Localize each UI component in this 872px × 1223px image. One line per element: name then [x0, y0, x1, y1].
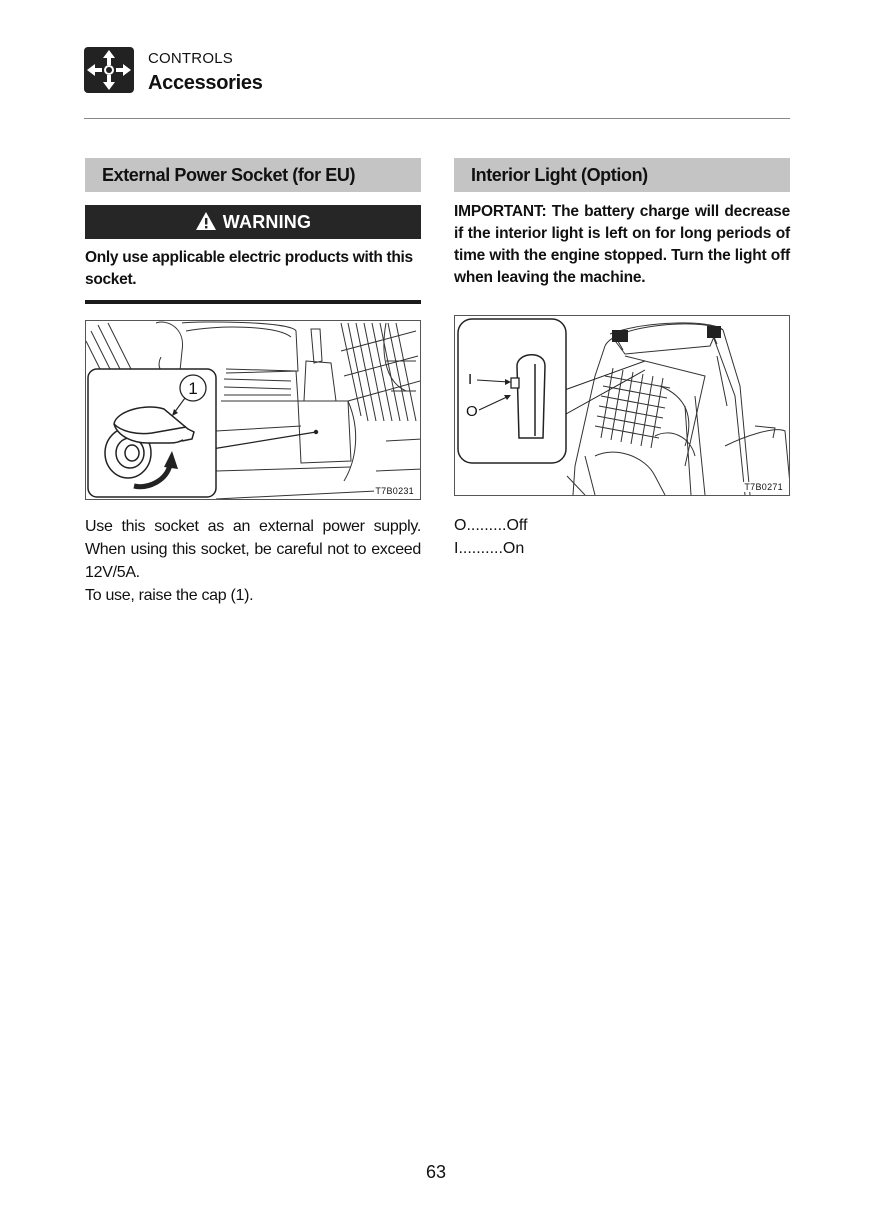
legend-off: O.........Off [454, 517, 528, 534]
section-label: CONTROLS [148, 50, 233, 67]
warning-text: Only use applicable electric products with this socket. [85, 249, 413, 288]
figure-code: T7B0231 [375, 486, 414, 496]
page-number: 63 [425, 1162, 447, 1182]
switch-legend [454, 514, 790, 560]
power-socket-instruction: To use, raise the cap (1). [85, 587, 254, 604]
switch-label-off: O [466, 403, 478, 420]
interior-light-section [454, 158, 790, 560]
page-title: Accessories [148, 72, 263, 94]
header-divider [84, 118, 790, 119]
section-title-external-power-socket: External Power Socket (for EU) [85, 158, 421, 192]
power-socket-figure [85, 320, 421, 500]
warning-divider [85, 300, 421, 304]
warning-icon [195, 208, 217, 242]
important-note: IMPORTANT: The battery charge will decrease if the interior light is left on for long periods of time with the engine stopped. Turn the light off when leaving the machine. [454, 203, 790, 286]
section-title-interior-light: Interior Light (Option) [454, 158, 790, 192]
switch-label-on: I [468, 371, 473, 388]
callout-number: 1 [188, 379, 198, 398]
external-power-socket-section [85, 158, 421, 607]
warning-label: WARNING [222, 212, 312, 232]
legend-on: I..........On [454, 540, 525, 557]
warning-banner [85, 205, 421, 239]
power-socket-description: Use this socket as an external power supply. When using this socket, be careful not to exceed 12V/5A. [85, 518, 421, 581]
interior-light-figure [454, 315, 790, 496]
controls-arrows-icon [84, 47, 134, 93]
figure-code: T7B0271 [744, 482, 783, 492]
